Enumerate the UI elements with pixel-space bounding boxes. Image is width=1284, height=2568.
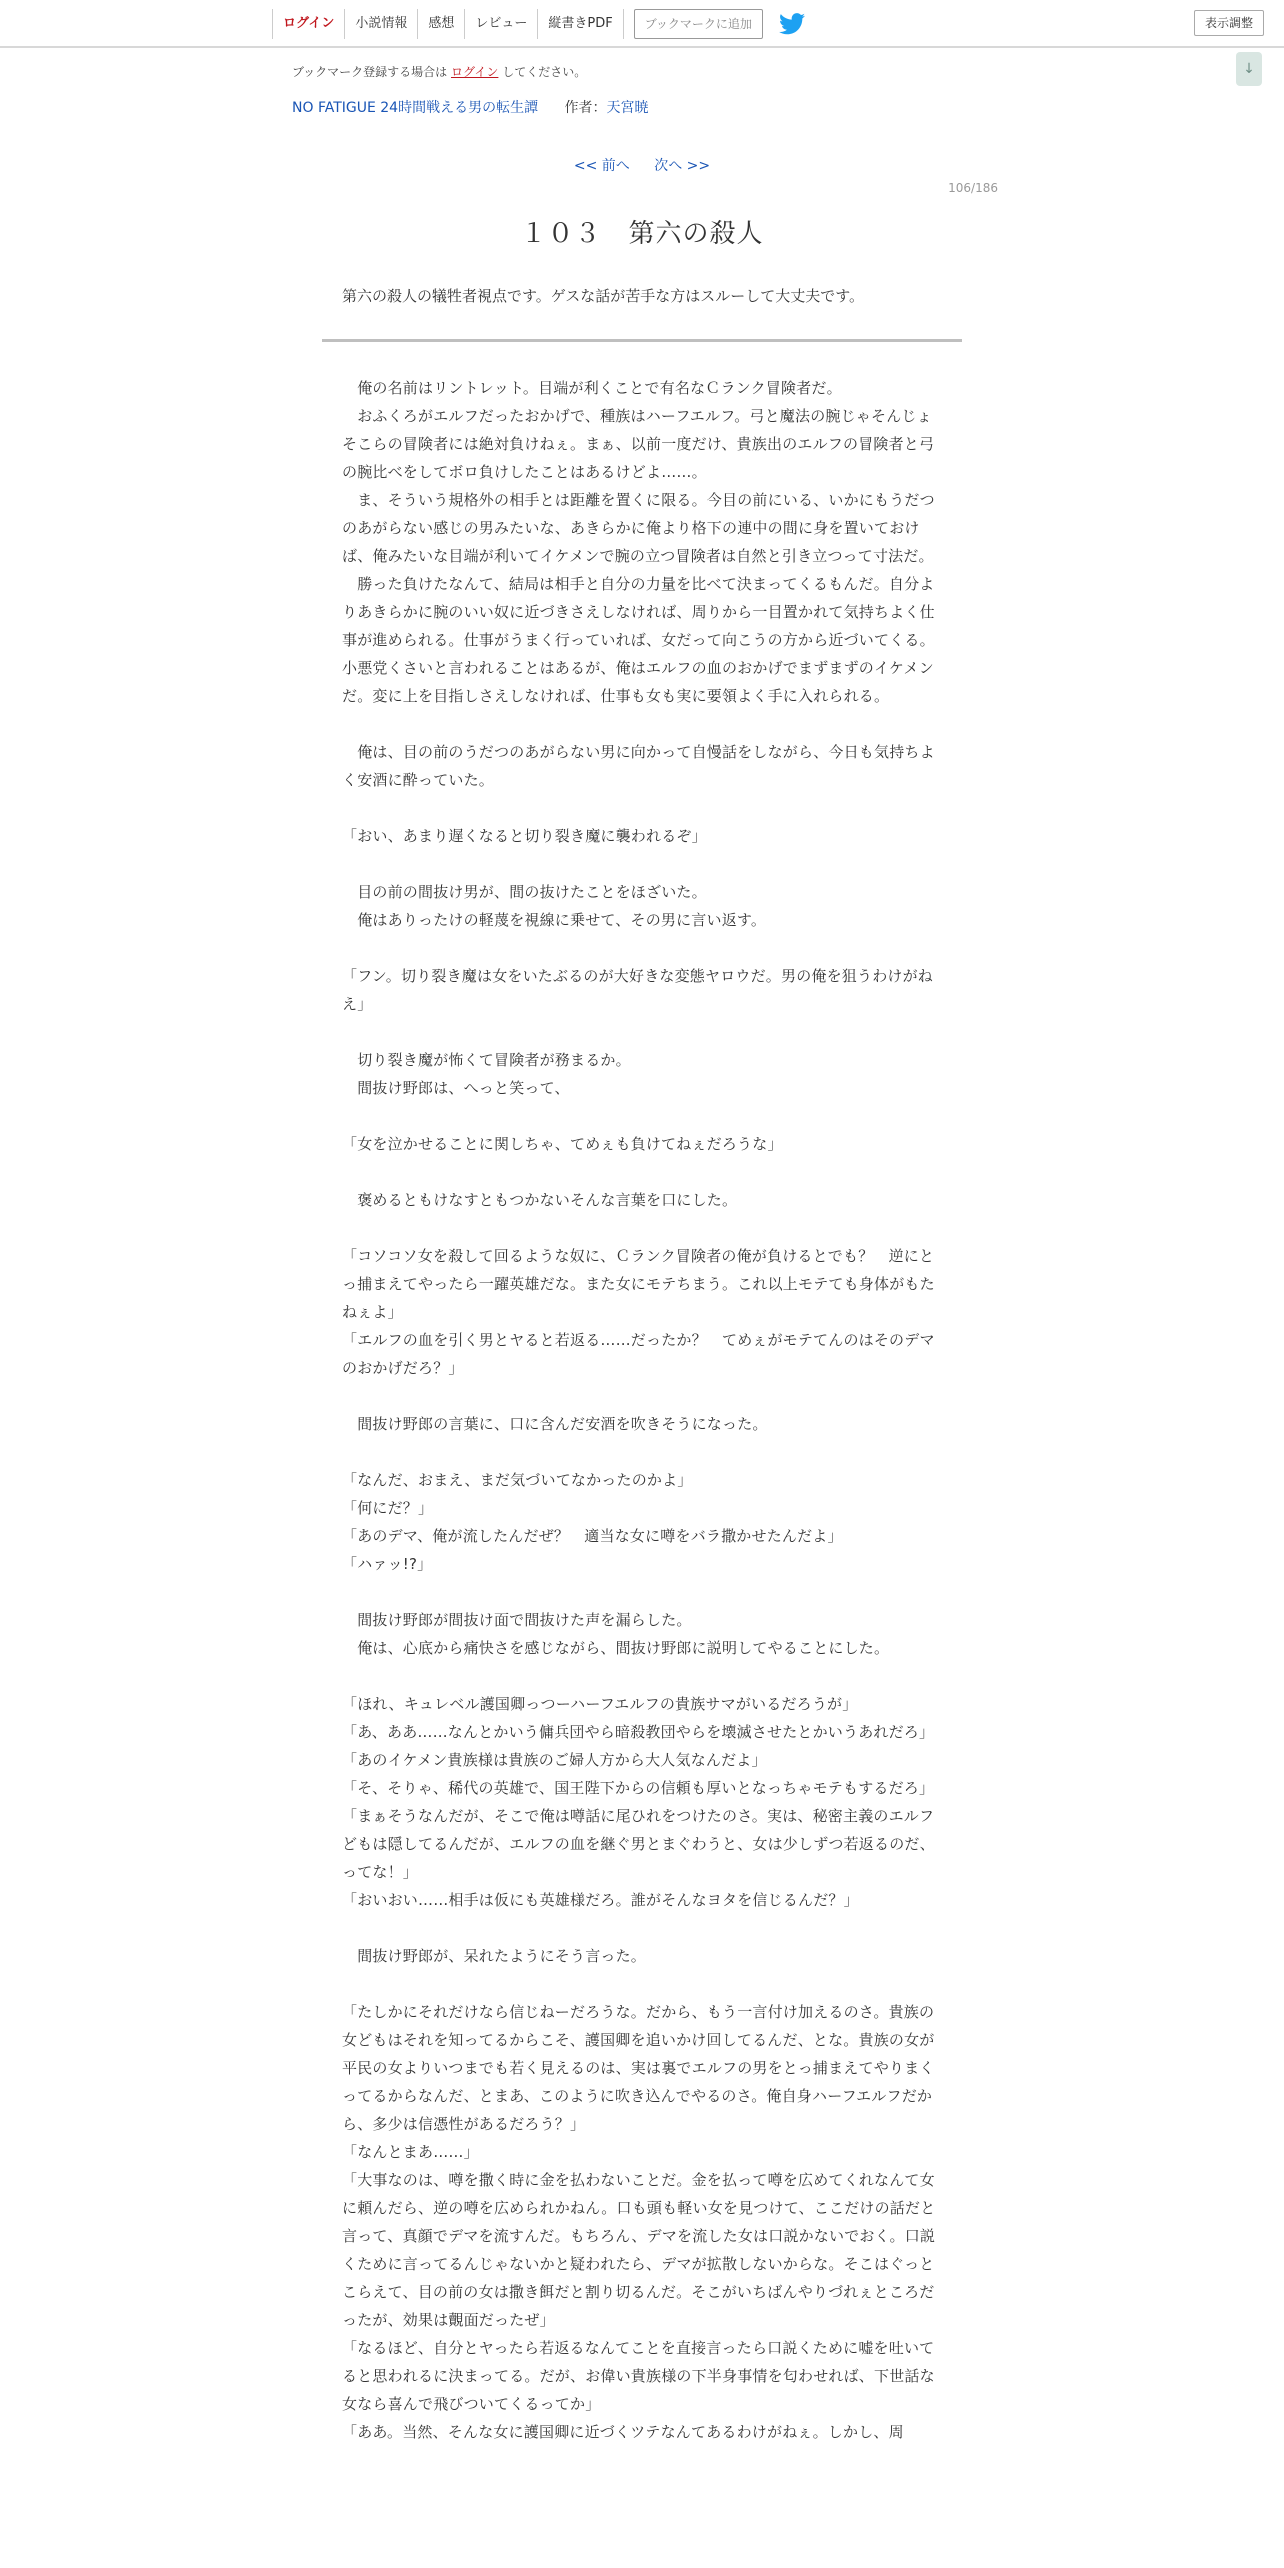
body-paragraph: おふくろがエルフだったおかげで、種族はハーフエルフ。弓と魔法の腕じゃそんじょそこらの冒険者には絶対負けねぇ。まぁ、以前一度だけ、貴族出のエルフの冒険者と弓の腕比べをしてボロ負けしたことはあるけどよ……。 <box>342 407 935 481</box>
novel-info-link[interactable]: 小説情報 <box>344 9 417 39</box>
chapter-preface: 第六の殺人の犠牲者視点です。ゲスな話が苦手な方はスルーして大丈夫です。 <box>342 287 865 305</box>
body-paragraph: 俺は、心底から痛快さを感じながら、間抜け野郎に説明してやることにした。 <box>342 1639 890 1657</box>
impressions-link[interactable]: 感想 <box>417 9 464 39</box>
paragraph-gap <box>342 1970 942 1998</box>
body-paragraph: 「エルフの血を引く男とヤると若返る……だったか？ てめぇがモテてんのはそのデマのおかげだろ？」 <box>342 1331 935 1377</box>
body-paragraph: 俺の名前はリントレット。目端が利くことで有名なＣランク冒険者だ。 <box>342 379 842 397</box>
body-paragraph: 間抜け野郎の言葉に、口に含んだ安酒を吹きそうになった。 <box>342 1415 768 1433</box>
body-paragraph: 「大事なのは、噂を撒く時に金を払わないことだ。金を払って噂を広めてくれなんて女に頼んだら、逆の噂を広められかねん。口も頭も軽い女を見つけて、ここだけの話だと言って、真顔でデマを流すんだ。もちろん、デマを流した女は口説かないでおく。口説くために言ってるんじゃないかと疑われたら、デマが拡散しないからな。そこはぐっとこらえて、目の前の女は撒き餌だと割り切るんだ。そこがいちばんやりづれぇところだったが、効果は覿面だったぜ」 <box>342 2171 936 2329</box>
novel-title-link[interactable]: NO FATIGUE 24時間戦える男の転生譚 <box>292 100 539 116</box>
body-paragraph: 勝った負けたなんて、結局は相手と自分の力量を比べて決まってくるもんだ。自分よりあきらかに腕のいい奴に近づきさえしなければ、周りから一目置かれて気持ちよく仕事が進められる。仕事がうまく行っていれば、女だって向こうの方から近づいてくる。小悪党くさいと言われることはあるが、俺はエルフの血のおかげでまずまずのイケメンだ。変に上を目指しさえしなければ、仕事も女も実に要領よく手に入れられる。 <box>342 575 935 705</box>
body-paragraph: 褒めるともけなすともつかないそんな言葉を口にした。 <box>342 1191 738 1209</box>
preface-divider <box>322 339 962 342</box>
prev-chapter-link[interactable]: << 前へ <box>573 158 630 174</box>
body-paragraph: 間抜け野郎は、へっと笑って、 <box>342 1079 570 1097</box>
body-paragraph: 「たしかにそれだけなら信じねーだろうな。だから、もう一言付け加えるのさ。貴族の女どもはそれを知ってるからこそ、護国卿を追いかけ回してるんだ、とな。貴族の女が平民の女よりいつまでも若く見えるのは、実は裏でエルフの男をとっ捕まえてやりまくってるからなんだ、とまあ、このように吹き込んでやるのさ。俺自身ハーフエルフだから、多少は信憑性があるだろう？」 <box>342 2003 935 2133</box>
chapter-body <box>342 374 942 2446</box>
body-paragraph: 「なんだ、おまえ、まだ気づいてなかったのかよ」 <box>342 1471 693 1489</box>
body-paragraph: 間抜け野郎が、呆れたようにそう言った。 <box>342 1947 647 1965</box>
bookmark-note <box>292 63 586 80</box>
paragraph-gap <box>342 1662 942 1690</box>
paragraph-gap <box>342 934 942 962</box>
body-paragraph: 「あ、ああ……なんとかいう傭兵団やら暗殺教団やらを壊滅させたとかいうあれだろ」 <box>342 1723 935 1741</box>
body-paragraph: 俺は、目の前のうだつのあがらない男に向かって自慢話をしながら、今日も気持ちよく安酒に酔っていた。 <box>342 743 935 789</box>
body-paragraph: 俺はありったけの軽蔑を視線に乗せて、その男に言い返す。 <box>342 911 767 929</box>
paragraph-gap <box>342 1158 942 1186</box>
chapter-pager <box>0 155 1284 175</box>
twitter-icon[interactable] <box>779 13 805 35</box>
paragraph-gap <box>342 1102 942 1130</box>
body-paragraph: 「まぁそうなんだが、そこで俺は噂話に尾ひれをつけたのさ。実は、秘密主義のエルフどもは隠してるんだが、エルフの血を継ぐ男とまぐわうと、女は少しずつ若返るのだ、ってな！」 <box>342 1807 935 1881</box>
body-paragraph: 「フン。切り裂き魔は女をいたぶるのが大好きな変態ヤロウだ。男の俺を狙うわけがねえ」 <box>342 967 934 1013</box>
paragraph-gap <box>342 1438 942 1466</box>
paragraph-gap <box>342 1018 942 1046</box>
body-paragraph: ま、そういう規格外の相手とは距離を置くに限る。今目の前にいる、いかにもうだつのあがらない感じの男みたいな、あきらかに俺より格下の連中の間に身を置いておけば、俺みたいな目端が利いてイケメンで腕の立つ冒険者は自然と引き立つって寸法だ。 <box>342 491 935 565</box>
paragraph-gap <box>342 1578 942 1606</box>
body-paragraph: 「おい、あまり遅くなると切り裂き魔に襲われるぞ」 <box>342 827 707 845</box>
body-paragraph: 「なんとまあ……」 <box>342 2143 479 2161</box>
paragraph-gap <box>342 1382 942 1410</box>
top-nav <box>272 9 805 39</box>
bookmark-note-before: ブックマーク登録する場合は <box>292 65 448 79</box>
scroll-down-button[interactable]: ↓ <box>1236 52 1262 86</box>
body-paragraph: 「女を泣かせることに関しちゃ、てめぇも負けてねぇだろうな」 <box>342 1135 783 1153</box>
paragraph-gap <box>342 1214 942 1242</box>
top-bar <box>0 0 1284 48</box>
login-link[interactable]: ログイン <box>272 9 344 39</box>
body-paragraph: 「そ、そりゃ、稀代の英雄で、国王陛下からの信頼も厚いとなっちゃモテもするだろ」 <box>342 1779 935 1797</box>
body-paragraph: 「あのイケメン貴族様は貴族のご婦人方から大人気なんだよ」 <box>342 1751 767 1769</box>
author-link[interactable]: 天宮暁 <box>606 100 649 116</box>
page-count: 106/186 <box>948 181 998 195</box>
body-paragraph: 「ああ。当然、そんな女に護国卿に近づくツテなんてあるわけがねぇ。しかし、周 <box>342 2423 904 2441</box>
novel-info-line <box>292 97 649 117</box>
body-paragraph: 「何にだ？」 <box>342 1499 434 1517</box>
author-label: 作者： <box>564 100 607 116</box>
display-settings-button[interactable]: 表示調整 <box>1194 10 1264 36</box>
paragraph-gap <box>342 1914 942 1942</box>
body-paragraph: 間抜け野郎が間抜け面で間抜けた声を漏らした。 <box>342 1611 692 1629</box>
body-paragraph: 目の前の間抜け男が、間の抜けたことをほざいた。 <box>342 883 707 901</box>
paragraph-gap <box>342 794 942 822</box>
body-paragraph: 「なるほど、自分とヤったら若返るなんてことを直接言ったら口説くために嘘を吐いてると思われるに決まってる。だが、お偉い貴族様の下半身事情を匂わせれば、下世話な女なら喜んで飛びついてくるってか」 <box>342 2339 935 2413</box>
body-paragraph: 「あのデマ、俺が流したんだぜ？ 適当な女に噂をバラ撒かせたんだよ」 <box>342 1527 843 1545</box>
body-paragraph: 「おいおい……相手は仮にも英雄様だろ。誰がそんなヨタを信じるんだ？」 <box>342 1891 859 1909</box>
body-paragraph: 「ハァッ!?」 <box>342 1555 433 1573</box>
body-paragraph: 切り裂き魔が怖くて冒険者が務まるか。 <box>342 1051 631 1069</box>
body-paragraph: 「コソコソ女を殺して回るような奴に、Ｃランク冒険者の俺が負けるとでも？ 逆にとっ捕まえてやったら一躍英雄だな。また女にモテちまう。これ以上モテても身体がもたねぇよ」 <box>342 1247 935 1321</box>
chapter-title: １０３ 第六の殺人 <box>520 219 764 249</box>
body-paragraph: 「ほれ、キュレベル護国卿っつーハーフエルフの貴族サマがいるだろうが」 <box>342 1695 858 1713</box>
vertical-pdf-link[interactable]: 縦書きPDF <box>537 9 623 39</box>
add-bookmark-button[interactable]: ブックマークに追加 <box>634 9 763 39</box>
next-chapter-link[interactable]: 次へ >> <box>654 158 711 174</box>
bookmark-note-login-link[interactable]: ログイン <box>451 65 499 79</box>
paragraph-gap <box>342 710 942 738</box>
bookmark-note-after: してください。 <box>502 65 587 79</box>
review-link[interactable]: レビュー <box>464 9 537 39</box>
paragraph-gap <box>342 850 942 878</box>
